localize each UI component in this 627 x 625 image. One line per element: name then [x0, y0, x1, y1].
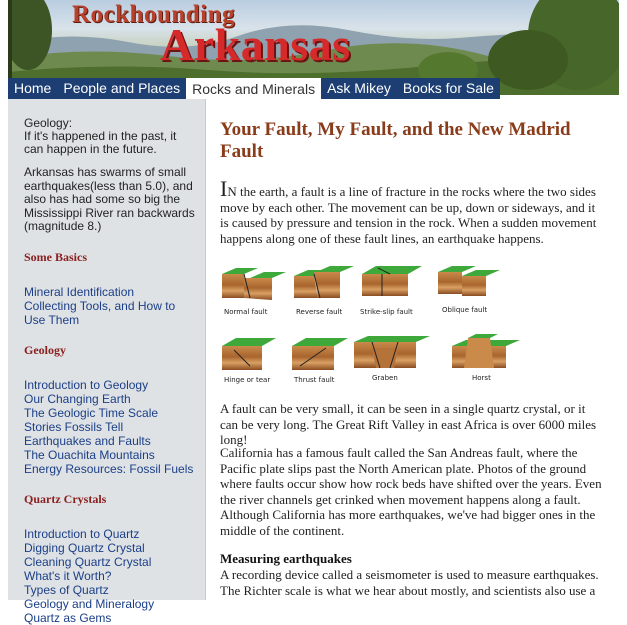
sidebar-link-changing-earth[interactable]: Our Changing Earth: [24, 391, 131, 406]
label-normal-fault: Normal fault: [224, 308, 268, 316]
strike-slip-fault-block: [362, 266, 422, 296]
hinge-fault-block: [222, 338, 276, 370]
sidebar-link-whats-it-worth[interactable]: What's it Worth?: [24, 568, 112, 583]
main-nav: [8, 78, 500, 99]
normal-fault-block: [222, 268, 286, 300]
sidebar-link-collecting-tools[interactable]: Collecting Tools, and How to Use Them: [24, 298, 176, 327]
page-title: Your Fault, My Fault, and the New Madrid Fault: [220, 119, 571, 162]
sidebar-link-intro-geology[interactable]: Introduction to Geology: [24, 377, 149, 392]
sidebar: [8, 99, 206, 625]
article: [206, 99, 619, 600]
label-oblique-fault: Oblique fault: [442, 306, 488, 314]
sidebar-link-energy-resources[interactable]: Energy Resources: Fossil Fuels: [24, 461, 194, 476]
label-graben: Graben: [372, 374, 398, 382]
sidebar-heading-some-basics: Some Basics: [24, 249, 87, 264]
tagline-text: If it's happened in the past, it can happen in the future.: [24, 129, 177, 156]
sidebar-link-earthquakes-faults[interactable]: Earthquakes and Faults: [24, 433, 151, 448]
nav-books-for-sale[interactable]: Books for Sale: [397, 78, 500, 99]
sidebar-intro: Arkansas has swarms of small earthquakes(less than 5.0), and also has had some so big the Mississippi River ran backwards (magnitude 8.): [24, 165, 195, 233]
article-paragraph-measuring: A recording device called a seismometer is used to measure earthquakes. The Richter scale is what we hear about mostly, and scientists also use a: [220, 567, 599, 598]
logo-arkansas[interactable]: Arkansas: [160, 19, 351, 70]
logo-rockhounding[interactable]: Rockhounding: [72, 1, 236, 28]
nav-home[interactable]: Home: [8, 78, 57, 99]
sidebar-tagline: [24, 117, 205, 156]
sidebar-link-intro-quartz[interactable]: Introduction to Quartz: [24, 526, 140, 541]
sidebar-heading-geology: Geology: [24, 342, 66, 357]
label-hinge-or-tear: Hinge or tear: [224, 376, 271, 384]
sidebar-link-geology-mineralogy[interactable]: Geology and Mineralogy: [24, 596, 155, 611]
thrust-fault-block: [292, 338, 348, 370]
sidebar-link-types-of-quartz[interactable]: Types of Quartz: [24, 582, 109, 597]
reverse-fault-block: [294, 266, 354, 298]
label-strike-slip-fault: Strike-slip fault: [360, 308, 413, 316]
sidebar-link-stories-fossils-tell[interactable]: Stories Fossils Tell: [24, 419, 124, 434]
heading-measuring-earthquakes: Measuring earthquakes: [220, 551, 352, 566]
sidebar-link-cleaning-quartz[interactable]: Cleaning Quartz Crystal: [24, 554, 152, 569]
graben-block: [354, 336, 430, 368]
sidebar-link-geologic-time-scale[interactable]: The Geologic Time Scale: [24, 405, 159, 420]
nav-ask-mikey[interactable]: Ask Mikey: [321, 78, 397, 99]
horst-block: [452, 334, 520, 368]
nav-people-and-places[interactable]: People and Places: [57, 78, 186, 99]
sidebar-heading-quartz-crystals: Quartz Crystals: [24, 491, 107, 506]
fault-types-diagram: [220, 264, 520, 394]
sidebar-link-mineral-identification[interactable]: Mineral Identification: [24, 284, 135, 299]
tagline-label: Geology:: [24, 116, 73, 130]
article-paragraph-intro-text: N the earth, a fault is a line of fracture in the rocks where the two sides move by each other. The movement can be up, down or sideways, and it is caused by pressure and tension in the rock. When a sudden movement happens along one of these fault lines, an earthquake happens.: [220, 184, 597, 246]
sidebar-link-digging-quartz[interactable]: Digging Quartz Crystal: [24, 540, 145, 555]
article-paragraph-size: A fault can be very small, it can be seen in a single quartz crystal, or it can be very long. The Great Rift Valley in east Africa is over 6000 miles long!: [220, 401, 597, 447]
sidebar-link-quartz-as-gems[interactable]: Quartz as Gems: [24, 610, 112, 625]
article-paragraph-california: California has a famous fault called the San Andreas fault, where the Pacific plate slips past the North American plate. Photos of the ground where faults occur show how rock beds have shifted over the years. Even the river channels get crinked when movement happens along a fault. Although California has more earthquakes, we've had bigger ones in the middle of the continent.: [220, 445, 602, 538]
nav-rocks-and-minerals[interactable]: Rocks and Minerals: [186, 78, 321, 100]
label-horst: Horst: [472, 374, 491, 382]
drop-cap: I: [220, 176, 228, 201]
sidebar-link-ouachita-mountains[interactable]: The Ouachita Mountains: [24, 447, 155, 462]
oblique-fault-block: [438, 266, 500, 296]
label-thrust-fault: Thrust fault: [294, 376, 335, 384]
article-paragraph-intro: [220, 176, 606, 246]
label-reverse-fault: Reverse fault: [296, 308, 343, 316]
